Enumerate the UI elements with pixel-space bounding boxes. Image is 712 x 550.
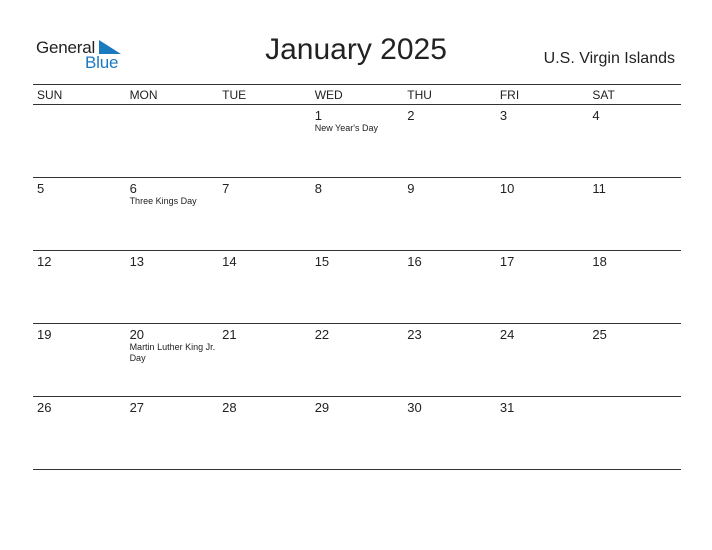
day-number: 10 bbox=[499, 181, 515, 196]
day-cell bbox=[33, 251, 126, 323]
day-cell bbox=[33, 397, 126, 469]
day-cell bbox=[403, 105, 496, 177]
day-cell bbox=[218, 251, 311, 323]
day-cell bbox=[126, 324, 219, 396]
day-cell bbox=[126, 105, 219, 177]
day-number: 14 bbox=[222, 254, 237, 269]
day-number: 15 bbox=[314, 254, 330, 269]
day-cell bbox=[311, 324, 404, 396]
weekday-fri: FRI bbox=[499, 88, 520, 102]
day-cell bbox=[311, 397, 404, 469]
day-number: 19 bbox=[37, 327, 52, 342]
day-cell bbox=[218, 178, 311, 250]
day-cell bbox=[33, 178, 126, 250]
weekday-sat: SAT bbox=[592, 88, 615, 102]
holiday-label: Three Kings Day bbox=[129, 196, 197, 206]
day-cell bbox=[218, 324, 311, 396]
day-number: 11 bbox=[592, 181, 606, 196]
day-number: 5 bbox=[37, 181, 45, 196]
weekday-sun: SUN bbox=[37, 88, 63, 102]
day-number: 26 bbox=[37, 400, 52, 415]
day-number: 13 bbox=[129, 254, 145, 269]
calendar-grid bbox=[33, 84, 681, 470]
day-cell bbox=[588, 251, 681, 323]
day-cell bbox=[33, 105, 126, 177]
week-row bbox=[33, 251, 681, 324]
day-number: 24 bbox=[499, 327, 515, 342]
day-number: 12 bbox=[37, 254, 52, 269]
day-cell bbox=[126, 397, 219, 469]
day-number: 28 bbox=[222, 400, 237, 415]
day-number: 17 bbox=[499, 254, 515, 269]
day-cell bbox=[218, 105, 311, 177]
day-number: 8 bbox=[314, 181, 322, 196]
page-title: January 2025 bbox=[265, 33, 447, 66]
day-number: 4 bbox=[592, 108, 600, 123]
day-number: 3 bbox=[499, 108, 508, 123]
day-cell bbox=[588, 397, 681, 469]
logo-general-text: General bbox=[36, 38, 96, 57]
day-cell bbox=[588, 324, 681, 396]
day-cell bbox=[33, 324, 126, 396]
week-row bbox=[33, 178, 681, 251]
day-cell bbox=[403, 397, 496, 469]
day-number: 23 bbox=[407, 327, 422, 342]
day-cell bbox=[126, 178, 219, 250]
day-cell bbox=[403, 178, 496, 250]
weekday-tue: TUE bbox=[222, 88, 247, 102]
day-number: 1 bbox=[314, 108, 322, 123]
week-row bbox=[33, 397, 681, 470]
day-number: 20 bbox=[129, 327, 145, 342]
day-number: 6 bbox=[129, 181, 137, 196]
day-cell bbox=[403, 251, 496, 323]
day-number: 2 bbox=[407, 108, 415, 123]
weeks-container bbox=[33, 105, 681, 470]
logo-blue-text: Blue bbox=[85, 53, 119, 72]
holiday-label: Martin Luther King Jr. Day bbox=[129, 342, 216, 363]
day-cell bbox=[496, 251, 589, 323]
day-number: 31 bbox=[499, 400, 515, 415]
day-number: 21 bbox=[222, 327, 237, 342]
week-row bbox=[33, 324, 681, 397]
region-name: U.S. Virgin Islands bbox=[543, 50, 675, 67]
day-cell bbox=[126, 251, 219, 323]
day-number: 30 bbox=[407, 400, 422, 415]
weekday-header-row bbox=[33, 84, 681, 105]
day-cell bbox=[496, 397, 589, 469]
day-cell bbox=[588, 178, 681, 250]
day-cell bbox=[588, 105, 681, 177]
weekday-mon: MON bbox=[129, 88, 158, 102]
day-number: 9 bbox=[407, 181, 415, 196]
day-number: 27 bbox=[129, 400, 145, 415]
day-number: 22 bbox=[314, 327, 330, 342]
weekday-thu: THU bbox=[407, 88, 432, 102]
day-cell bbox=[496, 105, 589, 177]
weekday-wed: WED bbox=[314, 88, 343, 102]
day-cell bbox=[496, 324, 589, 396]
day-cell bbox=[311, 251, 404, 323]
day-number: 29 bbox=[314, 400, 330, 415]
day-number: 18 bbox=[592, 254, 607, 269]
day-cell bbox=[218, 397, 311, 469]
day-number: 7 bbox=[222, 181, 230, 196]
week-row bbox=[33, 105, 681, 178]
day-cell bbox=[496, 178, 589, 250]
holiday-label: New Year's Day bbox=[314, 123, 378, 133]
day-number: 16 bbox=[407, 254, 422, 269]
day-cell bbox=[311, 105, 404, 177]
day-cell bbox=[403, 324, 496, 396]
day-number: 25 bbox=[592, 327, 607, 342]
day-cell bbox=[311, 178, 404, 250]
